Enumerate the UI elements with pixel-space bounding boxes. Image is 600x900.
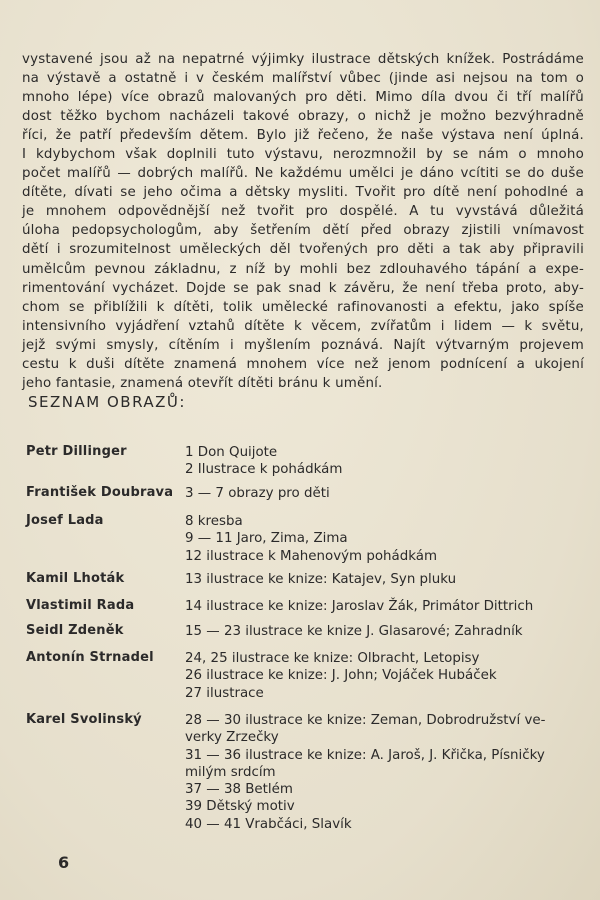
body-line: na výstavě a ostatně i v českém malířství vůbec (jinde asi nejsou na tom o (22, 71, 584, 87)
work-item: 8 kresba (185, 514, 243, 529)
artist-name: František Doubrava (26, 485, 174, 500)
work-item: milým srdcím (185, 764, 276, 780)
artist-works (185, 513, 437, 565)
body-line: úloha pedopsychologům, aby šetřením dětí před obrazy zjistili vnímavost (22, 223, 584, 239)
body-line: dítěte, dívati se jeho očima a dětsky mysliti. Tvořit pro dítě není pohodlné a (22, 185, 584, 201)
work-item: 9 — 11 Jaro, Zima, Zima (185, 531, 348, 547)
body-line: vystavené jsou až na nepatrné výjimky ilustrace dětských knížek. Postrádáme (22, 52, 584, 67)
artist-works (185, 485, 330, 502)
work-item: 31 — 36 ilustrace ke knize: A. Jaroš, J. Křička, Písničky (185, 747, 545, 763)
body-line: jeho fantasie, znamená otevřít dítěti bránu k umění. (22, 375, 383, 391)
artist-name: Vlastimil Rada (26, 598, 135, 613)
work-item: 1 Don Quijote (185, 445, 278, 460)
body-line: umělcům pevnou základnu, z níž by mohli bez zdlouhavého tápání a expe- (22, 261, 584, 277)
body-line: počet malířů — dobrých malířů. Ne každému umělci je dáno vcítiti se do duše (22, 166, 584, 182)
artist-name: Karel Svolinský (26, 712, 142, 727)
work-item: verky Zrzečky (185, 730, 279, 746)
body-line: říci, že patří především dětem. Bylo již řečeno, že naše výstava není úplná. (22, 128, 584, 144)
work-item: 26 ilustrace ke knize: J. John; Vojáček Hubáček (185, 668, 497, 684)
artist-name: Antonín Strnadel (26, 650, 154, 665)
work-item: 13 ilustrace ke knize: Katajev, Syn pluku (185, 572, 457, 587)
artist-name: Seidl Zdeněk (26, 623, 124, 638)
work-item: 39 Dětský motiv (185, 799, 295, 815)
artist-name: Josef Lada (26, 513, 104, 528)
body-line: mnoho lépe) více obrazů malovaných pro děti. Mimo díla dvou či tří malířů (22, 90, 584, 106)
artist-name: Kamil Lhoták (26, 571, 125, 586)
work-item: 28 — 30 ilustrace ke knize: Zeman, Dobrodružství ve- (185, 713, 546, 728)
work-item: 14 ilustrace ke knize: Jaroslav Žák, Primátor Dittrich (185, 599, 534, 614)
body-line: dost těžko bychom nacházeli takové obrazy, o nichž je možno bezvýhradně (22, 109, 584, 125)
body-paragraph (22, 50, 584, 393)
work-item: 3 — 7 obrazy pro děti (185, 486, 330, 501)
artist-name: Petr Dillinger (26, 444, 127, 459)
work-item: 2 Ilustrace k pohádkám (185, 462, 343, 478)
body-line: dětí i srozumitelnost uměleckých děl tvořených pro děti a tak aby připravili (22, 242, 584, 258)
artist-works (185, 571, 456, 588)
page-number: 6 (58, 853, 70, 872)
work-item: 37 — 38 Betlém (185, 782, 293, 798)
artist-works (185, 650, 497, 702)
body-line: I kdybychom však doplnili tuto výstavu, nerozmnožil by se nám o mnoho (22, 147, 584, 163)
work-item: 24, 25 ilustrace ke knize: Olbracht, Letopisy (185, 651, 480, 666)
body-line: cestu k duši dítěte znamená mnohem více než jenom podnícení a ukojení (22, 356, 584, 372)
work-item: 15 — 23 ilustrace ke knize J. Glasarové; Zahradník (185, 624, 523, 639)
work-item: 12 ilustrace k Mahenovým pohádkám (185, 548, 437, 564)
work-item: 40 — 41 Vrabčáci, Slavík (185, 816, 352, 832)
artist-works (185, 598, 533, 615)
artist-works (185, 623, 523, 640)
artist-works (185, 712, 545, 833)
body-line: intensivního vyjádření vztahů dítěte k věcem, zvířatům i lidem — k světu, (22, 318, 584, 334)
body-line: chom se přiblížili k dítěti, tolik umělecké rafinovanosti a efektu, jako spíše (22, 299, 584, 315)
work-item: 27 ilustrace (185, 685, 264, 701)
body-line: rimentování vycházet. Dojde se pak snad k závěru, že není třeba proto, aby- (22, 280, 584, 296)
artist-works (185, 444, 342, 479)
body-line: jejž svými smysly, cítěním i myšlením poznává. Najít výtvarným projevem (22, 337, 584, 353)
body-line: je mnohem odpovědnější než tvořit pro dospělé. A tu vyvstává důležitá (22, 204, 584, 220)
list-heading: SEZNAM OBRAZŮ: (28, 393, 186, 411)
